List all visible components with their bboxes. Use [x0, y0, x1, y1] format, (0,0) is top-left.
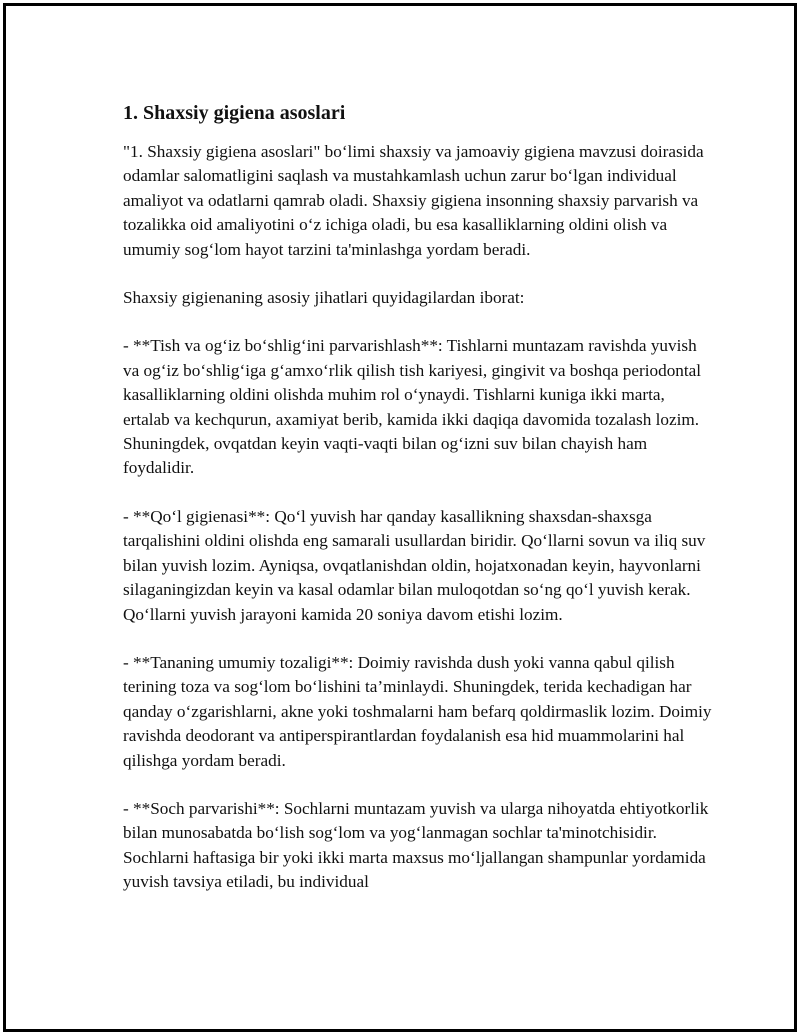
document-body	[123, 100, 713, 895]
hair-care-paragraph: - **Soch parvarishi**: Sochlarni muntazam yuvish va ularga nihoyatda ehtiyotkorlik bilan munosabatda bo‘lish sog‘lom va yog‘lanmagan sochlar ta'minotchisidir. Sochlarni haftasiga bir yoki ikki marta maxsus mo‘ljallangan shampunlar yordamida yuvish tavsiya etiladi, bu individual	[123, 798, 709, 892]
section-heading: 1. Shaxsiy gigiena asoslari	[123, 102, 346, 124]
aspects-lead-paragraph: Shaxsiy gigienaning asosiy jihatlari quyidagilardan iborat:	[123, 288, 525, 308]
hand-hygiene-paragraph: - **Qo‘l gigienasi**: Qo‘l yuvish har qanday kasallikning shaxsdan-shaxsga tarqalishini oldini olishda eng samarali usullardan biridir. Qo‘llarni sovun va iliq suv bilan yuvish lozim. Ayniqsa, ovqatlanishdan oldin, hojatxonadan keyin, hayvonlarni silaganingizdan keyin va kasal odamlar bilan muloqotdan so‘ng qo‘l yuvish kerak. Qo‘llarni yuvish jarayoni kamida 20 soniya davom etishi lozim.	[123, 506, 706, 624]
page-frame	[3, 3, 797, 1032]
dental-care-paragraph: - **Tish va og‘iz bo‘shlig‘ini parvarishlash**: Tishlarni muntazam ravishda yuvish va og‘iz bo‘shlig‘iga g‘amxo‘rlik qilish tish kariyesi, gingivit va boshqa periodontal kasalliklarning oldini olishda muhim rol o‘ynaydi. Tishlarni kuniga ikki marta, ertalab va kechqurun, axamiyat berib, kamida ikki daqiqa davomida tozalash lozim. Shuningdek, ovqatdan keyin vaqti-vaqti bilan og‘izni suv bilan chayish ham foydalidir.	[123, 336, 702, 478]
intro-paragraph: "1. Shaxsiy gigiena asoslari" bo‘limi shaxsiy va jamoaviy gigiena mavzusi doirasida odamlar salomatligini saqlash va mustahkamlash uchun zarur bo‘lgan individual amaliyot va odatlarni qamrab oladi. Shaxsiy gigiena insonning shaxsiy parvarish va tozalikka oid amaliyotini o‘z ichiga oladi, bu esa kasalliklarning oldini olish va umumiy sog‘lom hayot tarzini ta'minlashga yordam beradi.	[123, 142, 704, 259]
body-cleanliness-paragraph: - **Tananing umumiy tozaligi**: Doimiy ravishda dush yoki vanna qabul qilish terining toza va sog‘lom bo‘lishini ta’minlaydi. Shuningdek, terida kechadigan har qanday o‘zgarishlarni, akne yoki toshmalarni ham befarq qoldirmaslik lozim. Doimiy ravishda deodorant va antiperspirantlardan foydalanish esa hid muammolarini hal qilishga yordam beradi.	[123, 652, 712, 770]
